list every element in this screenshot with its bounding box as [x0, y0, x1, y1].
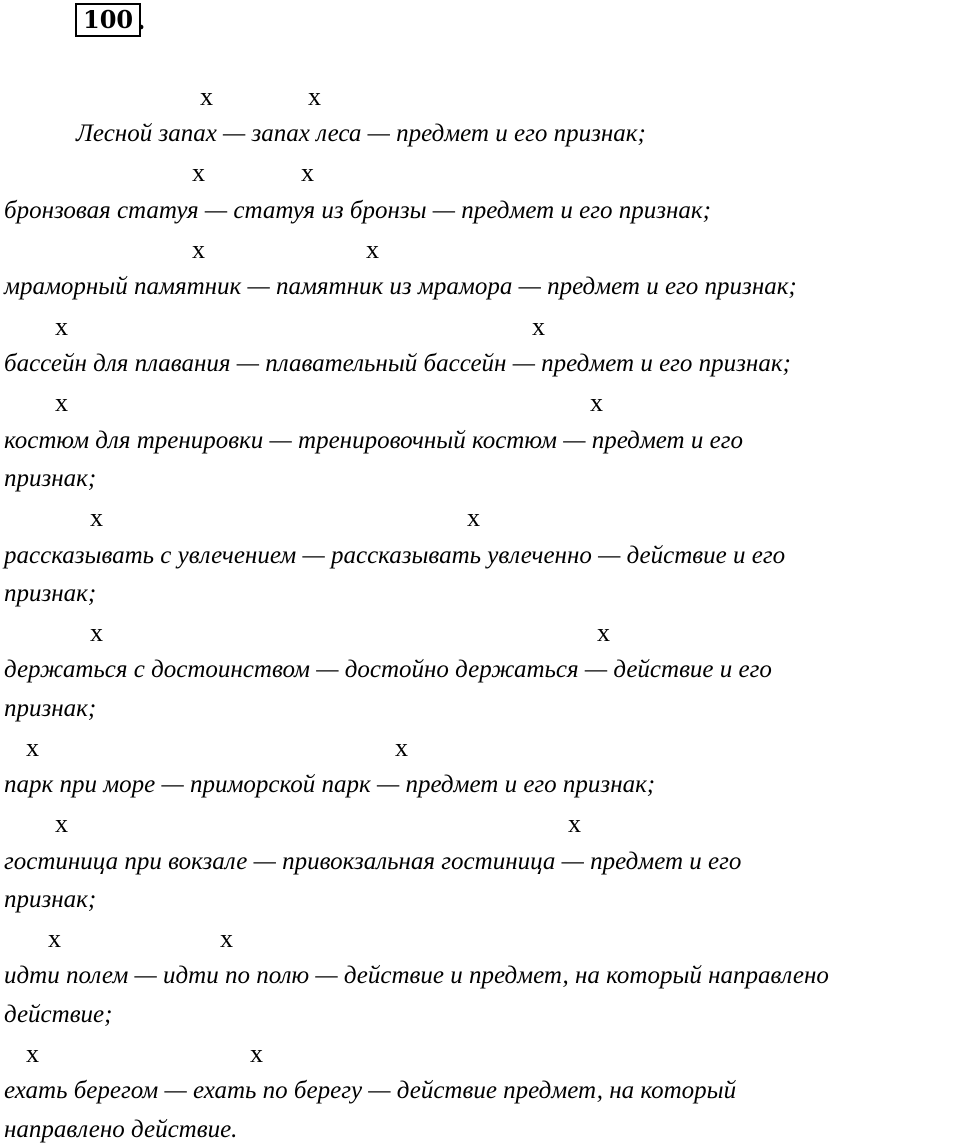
text-line: костюм для тренировки — тренировочный костюм — предмет и его: [4, 427, 743, 454]
text-line: ехать берегом — ехать по берегу — действие предмет, на который: [4, 1077, 737, 1104]
mark-x: x: [366, 235, 379, 264]
mark-x: x: [55, 809, 68, 838]
text-line: признак;: [4, 886, 97, 913]
mark-x: x: [467, 503, 480, 532]
text-line: рассказывать с увлечением — рассказывать увлеченно — действие и его: [4, 542, 786, 569]
mark-x: x: [568, 809, 581, 838]
text-line: гостиница при вокзале — привокзальная гостиница — предмет и его: [4, 848, 742, 875]
mark-x: x: [597, 618, 610, 647]
text-line: признак;: [4, 465, 97, 492]
mark-x: x: [90, 618, 103, 647]
text-line: бассейн для плавания — плавательный бассейн — предмет и его признак;: [4, 350, 791, 377]
mark-x: x: [192, 235, 205, 264]
mark-x: x: [532, 312, 545, 341]
text-line: признак;: [4, 695, 97, 722]
text-line: действие;: [4, 1001, 113, 1028]
mark-x: x: [55, 388, 68, 417]
mark-x: x: [90, 503, 103, 532]
mark-x: x: [26, 733, 39, 762]
text-line: держаться с достоинством — достойно держаться — действие и его: [4, 656, 772, 683]
mark-x: x: [26, 1039, 39, 1068]
mark-x: x: [301, 158, 314, 187]
text-line: направлено действие.: [4, 1116, 238, 1143]
mark-x: x: [220, 924, 233, 953]
text-line: мраморный памятник — памятник из мрамора — предмет и его признак;: [4, 273, 797, 300]
text-line: Лесной запах — запах леса — предмет и его признак;: [76, 120, 646, 147]
text-line: бронзовая статуя — статуя из бронзы — предмет и его признак;: [4, 197, 711, 224]
text-line: идти полем — идти по полю — действие и предмет, на который направлено: [4, 962, 829, 989]
exercise-number: 100: [83, 5, 134, 34]
text-line: признак;: [4, 580, 97, 607]
mark-x: x: [55, 312, 68, 341]
mark-x: x: [48, 924, 61, 953]
mark-x: x: [395, 733, 408, 762]
text-line: парк при море — приморской парк — предмет и его признак;: [4, 771, 656, 798]
mark-x: x: [590, 388, 603, 417]
mark-x: x: [200, 82, 213, 111]
exercise-number-dot: .: [137, 6, 146, 35]
mark-x: x: [250, 1039, 263, 1068]
mark-x: x: [192, 158, 205, 187]
mark-x: x: [308, 82, 321, 111]
exercise-number-box: [75, 3, 141, 37]
